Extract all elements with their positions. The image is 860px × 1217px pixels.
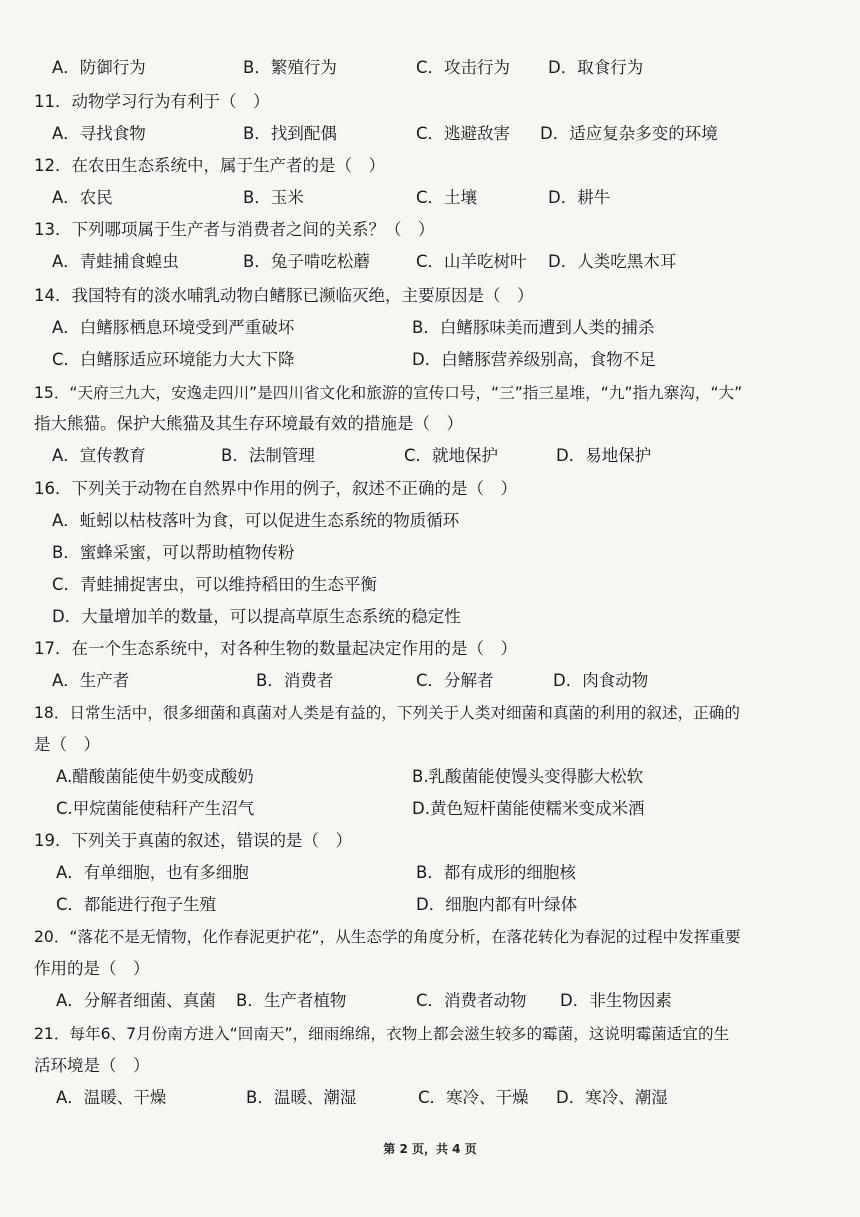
q17-option-b: B．消费者 [256,671,334,690]
q18-stem-part2: 是（ ） [34,735,100,754]
q15-option-b: B．法制管理 [221,446,315,465]
q16-stem-line [0,473,860,505]
q20-option-a: A．分解者细菌、真菌 [56,991,216,1010]
q10-option-d: D．取食行为 [548,58,644,77]
q10-option-a: A．防御行为 [52,58,146,77]
q19-option-a: A．有单细胞，也有多细胞 [56,863,249,882]
q14-option-c: C．白鳍豚适应环境能力大大下降 [52,350,295,369]
q17-stem: 17．在一个生态系统中，对各种生物的数量起决定作用的是（ ） [34,639,517,658]
q19-options-row2 [0,889,860,921]
q10-option-c: C．攻击行为 [416,58,511,77]
q15-stem-line1 [0,377,860,409]
q19-options-row1 [0,857,860,889]
q21-stem-part2: 活环境是（ ） [34,1056,150,1075]
q20-options [0,985,860,1017]
q16-option-d-line [0,601,860,633]
q15-stem-part2: 指大熊猫。保护大熊猫及其生存环境最有效的措施是（ ） [34,414,463,433]
q16-option-c-line [0,569,860,601]
q15-option-c: C．就地保护 [404,446,499,465]
page-number: 第 2 页，共 4 页 [383,1142,477,1156]
q17-options [0,665,860,697]
q12-options [0,182,860,214]
q15-options [0,440,860,472]
q14-option-a: A．白鳍豚栖息环境受到严重破坏 [52,318,295,337]
q13-options [0,246,860,278]
q21-stem-line2 [0,1050,860,1082]
q19-option-c: C．都能进行孢子生殖 [56,895,217,914]
q21-option-a: A．温暖、干燥 [56,1088,167,1107]
q17-option-c: C．分解者 [416,671,494,690]
q11-stem-line [0,86,860,118]
q16-option-d: D．大量增加羊的数量，可以提高草原生态系统的稳定性 [52,607,461,626]
q16-option-b-line [0,537,860,569]
q12-stem: 12．在农田生态系统中，属于生产者的是（ ） [34,156,385,175]
q13-stem: 13．下列哪项属于生产者与消费者之间的关系？（ ） [34,220,435,239]
q14-option-b: B．白鳍豚味美而遭到人类的捕杀 [412,318,655,337]
q20-option-d: D．非生物因素 [560,991,672,1010]
q10-option-b: B．繁殖行为 [243,58,337,77]
q18-stem-line1 [0,697,860,729]
q14-options-row1 [0,312,860,344]
q16-option-a: A．蚯蚓以枯枝落叶为食，可以促进生态系统的物质循环 [52,511,460,530]
q18-options-row1 [0,761,860,793]
q20-stem-line2 [0,953,860,985]
q12-option-a: A．农民 [52,188,113,207]
q13-option-a: A．青蛙捕食蝗虫 [52,252,179,271]
q18-option-c: C.甲烷菌能使秸秆产生沼气 [56,799,255,818]
q10-options [0,52,860,84]
q15-option-d: D．易地保护 [556,446,652,465]
q11-option-d: D．适应复杂多变的环境 [540,124,718,143]
q17-stem-line [0,633,860,665]
q13-option-c: C．山羊吃树叶 [416,252,527,271]
q16-option-a-line [0,505,860,537]
q21-option-d: D．寒冷、潮湿 [556,1088,668,1107]
q20-option-c: C．消费者动物 [416,991,527,1010]
q13-stem-line [0,214,860,246]
q11-option-c: C．逃避敌害 [416,124,511,143]
q12-option-b: B．玉米 [243,188,304,207]
q16-option-b: B．蜜蜂采蜜，可以帮助植物传粉 [52,543,295,562]
q18-option-d: D.黄色短杆菌能使糯米变成米酒 [412,799,645,818]
q13-option-b: B．兔子啃吃松蘑 [243,252,370,271]
q18-stem-part1: 18．日常生活中，很多细菌和真菌对人类是有益的，下列关于人类对细菌和真菌的利用的叙述，正确的 [34,704,740,722]
q21-option-c: C．寒冷、干燥 [418,1088,529,1107]
q13-option-d: D．人类吃黑木耳 [548,252,677,271]
q17-option-d: D．肉食动物 [553,671,649,690]
q15-stem-line2 [0,408,860,440]
q20-stem-part1: 20．“落花不是无情物，化作春泥更护花”，从生态学的角度分析，在落花转化为春泥的过程中发挥重要 [34,928,741,946]
q16-stem: 16．下列关于动物在自然界中作用的例子，叙述不正确的是（ ） [34,479,517,498]
q12-option-d: D．耕牛 [548,188,611,207]
q20-stem-line1 [0,921,860,953]
q12-stem-line [0,150,860,182]
q19-stem: 19．下列关于真菌的叙述，错误的是（ ） [34,831,352,850]
q21-stem-part1: 21．每年6、7月份南方进入“回南天”，细雨绵绵，衣物上都会滋生较多的霉菌，这说明霉菌适宜的生 [34,1025,730,1043]
q15-option-a: A．宣传教育 [52,446,146,465]
q15-stem-part1: 15．“天府三九大，安逸走四川”是四川省文化和旅游的宣传口号，“三”指三星堆，“九”指九寨沟，“大” [34,384,743,402]
q21-option-b: B．温暖、潮湿 [246,1088,357,1107]
q19-option-d: D．细胞内都有叶绿体 [416,895,578,914]
q21-stem-line1 [0,1018,860,1050]
q19-option-b: B．都有成形的细胞核 [416,863,576,882]
q19-stem-line [0,825,860,857]
q11-option-a: A．寻找食物 [52,124,146,143]
q18-option-b: B.乳酸菌能使馒头变得膨大松软 [412,767,644,786]
q11-option-b: B．找到配偶 [243,124,337,143]
q20-option-b: B．生产者植物 [236,991,347,1010]
q16-option-c: C．青蛙捕捉害虫，可以维持稻田的生态平衡 [52,575,378,594]
q18-options-row2 [0,793,860,825]
q14-stem: 14．我国特有的淡水哺乳动物白鳍豚已濒临灭绝，主要原因是（ ） [34,286,534,305]
q18-option-a: A.醋酸菌能使牛奶变成酸奶 [56,767,254,786]
q21-options [0,1082,860,1114]
q14-options-row2 [0,344,860,376]
q18-stem-line2 [0,729,860,761]
q14-option-d: D．白鳍豚营养级别高，食物不足 [412,350,656,369]
q11-stem: 11．动物学习行为有利于（ ） [34,92,270,111]
q12-option-c: C．土壤 [416,188,478,207]
q20-stem-part2: 作用的是（ ） [34,959,150,978]
q11-options [0,118,860,150]
q14-stem-line [0,280,860,312]
q17-option-a: A．生产者 [52,671,130,690]
